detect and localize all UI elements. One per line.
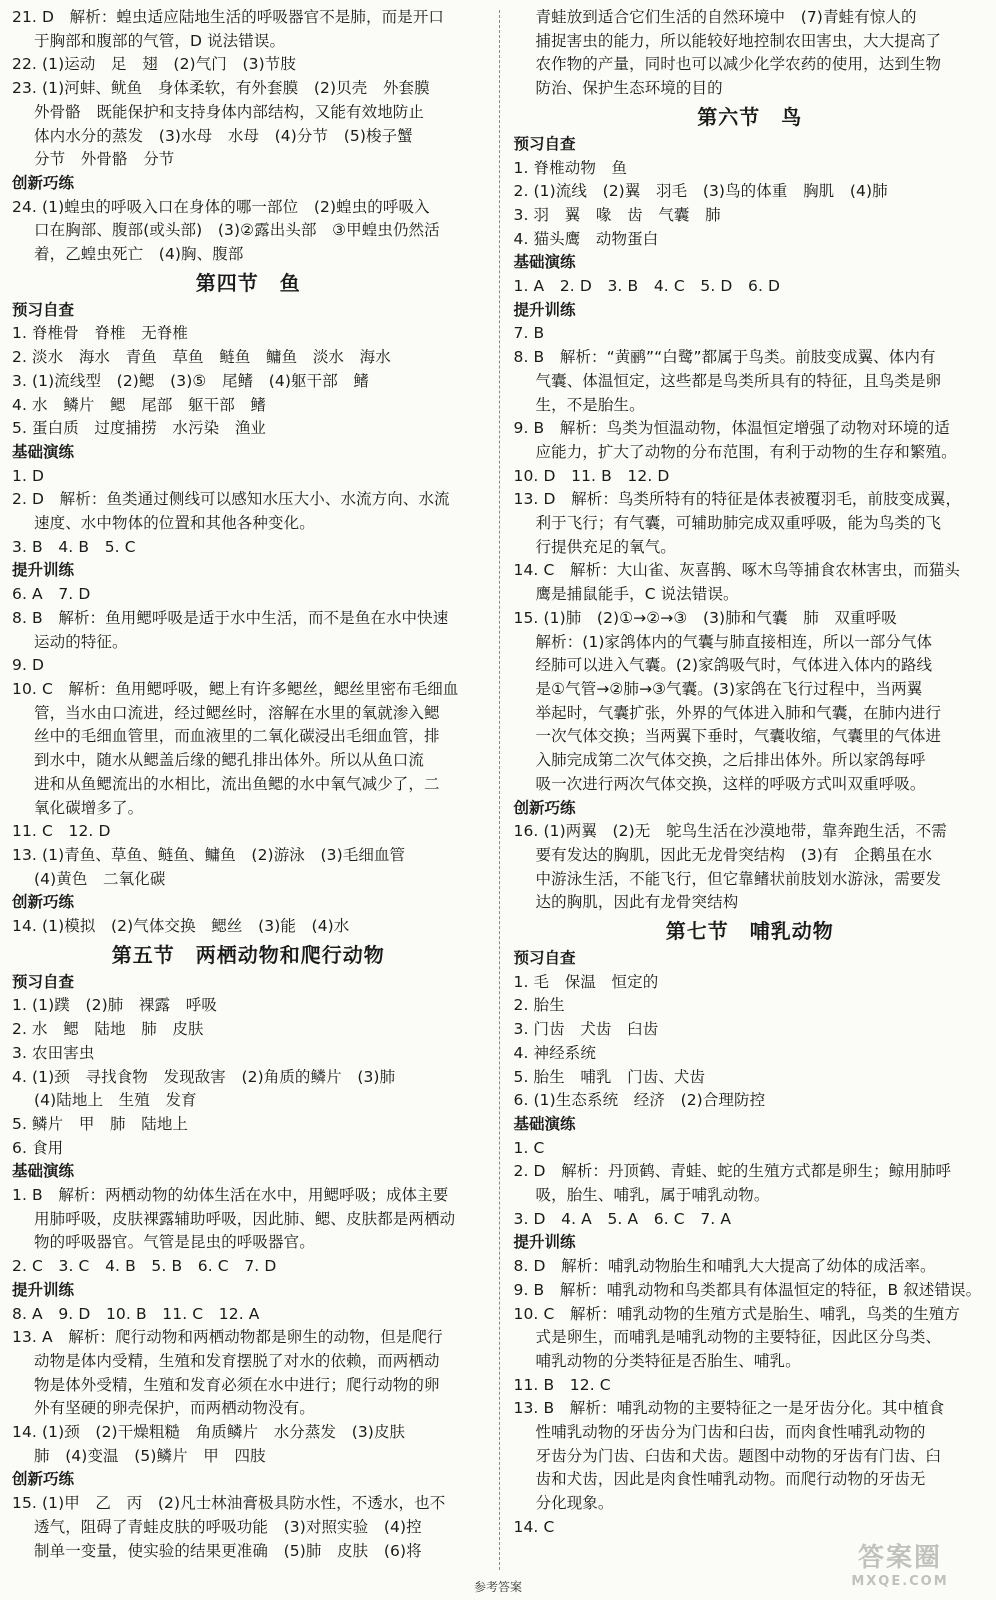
- answer-line: 14. (1)模拟 (2)气体交换 鳃丝 (3)能 (4)水: [12, 917, 350, 936]
- answer-line: 9. B 解析：鸟类为恒温动物，体温恒定增强了动物对环境的适: [513, 419, 950, 438]
- answer-line: 9. B 解析：哺乳动物和鸟类都具有体温恒定的特征，B 叙述错误。: [513, 1280, 982, 1299]
- answer-line: 2. 胎生: [513, 996, 565, 1015]
- answer-line-continued: 应能力，扩大了动物的分布范围，有利于动物的生存和繁殖。: [535, 442, 957, 461]
- answer-line: 7. B: [513, 324, 545, 343]
- answer-line-continued: 口在胸部、腹部(或头部) (3)②露出头部 ③甲蝗虫仍然活: [34, 221, 440, 240]
- answer-line-continued: 性哺乳动物的牙齿分为门齿和臼齿，而肉食性哺乳动物的: [535, 1423, 926, 1442]
- answer-line-continued: 动物是体内受精，生殖和发育摆脱了对水的依赖，而两栖动: [34, 1351, 440, 1370]
- answer-line-continued: 要有发达的胸肌，因此无龙骨突结构 (3)有 企鹅虽在水: [535, 845, 933, 864]
- answer-line-continued: 管，当水由口流进，经过鳃丝时，溶解在水里的氧就渗入鳃: [34, 703, 440, 722]
- section-heading: 提升训练: [513, 300, 576, 319]
- answer-line: 2. 水 鳃 陆地 肺 皮肤: [12, 1020, 204, 1039]
- answer-line: 4. (1)颈 寻找食物 发现敌害 (2)角质的鳞片 (3)肺: [12, 1067, 396, 1086]
- answer-line: 6. (1)生态系统 经济 (2)合理防控: [513, 1091, 766, 1110]
- section-heading: 创新巧练: [513, 798, 576, 817]
- answer-line: 3. B 4. B 5. C: [12, 537, 136, 556]
- section-heading: 预习自查: [513, 949, 576, 968]
- answer-line: 6. 食用: [12, 1138, 64, 1157]
- answer-line: 24. (1)蝗虫的呼吸入口在身体的哪一部位 (2)蝗虫的呼吸入: [12, 197, 430, 216]
- answer-line-continued: 防治、保护生态环境的目的: [535, 79, 723, 98]
- answer-line: 6. A 7. D: [12, 585, 91, 604]
- answer-line-continued: 气囊、体温恒定，这些都是鸟类所具有的特征，且鸟类是卵: [535, 371, 942, 390]
- answer-line: 3. D 4. A 5. A 6. C 7. A: [513, 1209, 732, 1228]
- page-footer: 参考答案: [473, 1580, 522, 1594]
- answer-line: 13. D 解析：鸟类所特有的特征是体表被覆羽毛，前肢变成翼，: [513, 490, 962, 509]
- answer-line-continued: 式是卵生，而哺乳是哺乳动物的主要特征，因此区分鸟类、: [535, 1328, 942, 1347]
- answer-line-continued: 体内水分的蒸发 (3)水母 水母 (4)分节 (5)梭子蟹: [34, 126, 413, 145]
- answer-line-continued: 氧化碳增多了。: [34, 798, 144, 817]
- answer-line-continued: 吸一次进行两次气体交换，这样的呼吸方式叫双重呼吸。: [535, 774, 926, 793]
- watermark-main: 答案圈: [857, 1543, 942, 1573]
- answer-line: 14. C: [513, 1517, 555, 1536]
- answer-line: 14. (1)颈 (2)干燥粗糙 角质鳞片 水分蒸发 (3)皮肤: [12, 1423, 406, 1442]
- answer-line: 1. B 解析：两栖动物的幼体生活在水中，用鳃呼吸；成体主要: [12, 1186, 449, 1205]
- answer-line: 1. D: [12, 466, 45, 485]
- answer-line: 5. 鳞片 甲 肺 陆地上: [12, 1114, 189, 1133]
- answer-line: 13. B 解析：哺乳动物的主要特征之一是牙齿分化。其中植食: [513, 1399, 945, 1418]
- answer-line-continued: 透气，阻碍了青蛙皮肤的呼吸功能 (3)对照实验 (4)控: [34, 1517, 422, 1536]
- chapter-title: 第七节 哺乳动物: [665, 919, 834, 944]
- answer-line-continued: 哺乳动物的分类特征是否胎生、哺乳。: [535, 1351, 801, 1370]
- section-heading: 基础演练: [513, 1114, 576, 1133]
- section-heading: 提升训练: [12, 561, 75, 580]
- answer-line-continued: 运动的特征。: [34, 632, 128, 651]
- answer-line-continued: 生，不是胎生。: [535, 395, 645, 414]
- section-heading: 提升训练: [12, 1280, 75, 1299]
- chapter-title: 第六节 鸟: [697, 104, 803, 129]
- answer-line: 8. D 解析：哺乳动物胎生和哺乳大大提高了幼体的成活率。: [513, 1257, 936, 1276]
- chapter-title: 第五节 两栖动物和爬行动物: [111, 942, 385, 967]
- section-heading: 预习自查: [513, 134, 576, 153]
- section-heading: 基础演练: [513, 253, 576, 272]
- answer-line-continued: 于胸部和腹部的气管，D 说法错误。: [34, 31, 286, 50]
- answer-line: 2. C 3. C 4. B 5. B 6. C 7. D: [12, 1257, 277, 1276]
- answer-line-continued: 解析：(1)家鸽体内的气囊与肺直接相连，所以一部分气体: [535, 632, 933, 651]
- section-heading: 基础演练: [12, 1162, 75, 1181]
- section-heading: 预习自查: [12, 972, 75, 991]
- section-heading: 创新巧练: [12, 173, 75, 192]
- answer-line: 1. 毛 保温 恒定的: [513, 972, 659, 991]
- answer-line-continued: 速度、水中物体的位置和其他各种变化。: [34, 514, 315, 533]
- watermark-logo: [820, 1536, 980, 1590]
- answer-line-continued: 到水中，随水从鳃盖后缘的鳃孔排出体外。所以从鱼口流: [34, 751, 425, 770]
- answer-line-continued: 鹰是捕鼠能手，C 说法错误。: [535, 585, 739, 604]
- answer-line: 21. D 解析：蝗虫适应陆地生活的呼吸器官不是肺，而是开口: [12, 8, 445, 26]
- answer-line-continued: 齿和犬齿，因此是肉食性哺乳动物。而爬行动物的牙齿无: [535, 1470, 926, 1489]
- answer-line: 16. (1)两翼 (2)无 鸵鸟生活在沙漠地带，靠奔跑生活，不需: [513, 822, 947, 841]
- answer-line-continued: 分化现象。: [535, 1494, 614, 1513]
- answer-line: 8. A 9. D 10. B 11. C 12. A: [12, 1304, 260, 1323]
- section-heading: 基础演练: [12, 442, 75, 461]
- answer-line-continued: 着，乙蝗虫死亡 (4)胸、腹部: [34, 245, 244, 264]
- section-heading: 创新巧练: [12, 893, 75, 912]
- left-column: [12, 6, 499, 1600]
- answer-line: 2. D 解析：丹顶鹤、青蛙、蛇的生殖方式都是卵生；鲸用肺呼: [513, 1162, 952, 1181]
- answer-line: 14. C 解析：大山雀、灰喜鹊、啄木鸟等捕食农林害虫，而猫头: [513, 561, 961, 580]
- answer-line-continued: 中游泳生活，不能飞行，但它靠鳍状前肢划水游泳，需要发: [535, 869, 942, 888]
- answer-line-continued: 外骨骼 既能保护和支持身体内部结构，又能有效地防止: [34, 102, 425, 121]
- answer-line: 10. D 11. B 12. D: [513, 466, 670, 485]
- section-heading: 预习自查: [12, 300, 75, 319]
- answer-line: 9. D: [12, 656, 45, 675]
- answer-line-continued: 吸，胎生、哺乳，属于哺乳动物。: [535, 1186, 770, 1205]
- answer-line-continued: 举起时，气囊扩张，外界的气体进入肺和气囊，在肺内进行: [535, 703, 942, 722]
- answer-line-continued: 外有坚硬的卵壳保护，而两栖动物没有。: [34, 1399, 315, 1418]
- answer-line: 5. 蛋白质 过度捕捞 水污染 渔业: [12, 419, 267, 438]
- answer-line-continued: 物是体外受精，生殖和发育必须在水中进行；爬行动物的卵: [34, 1375, 440, 1394]
- answer-line-continued: 丝中的毛细血管里，而血液里的二氧化碳浸出毛细血管，排: [34, 727, 440, 746]
- answer-line-continued: 用肺呼吸，皮肤裸露辅助呼吸，因此肺、鳃、皮肤都是两栖动: [34, 1209, 456, 1228]
- answer-line: 2. (1)流线 (2)翼 羽毛 (3)鸟的体重 胸肌 (4)肺: [513, 182, 888, 201]
- answer-line: 10. C 解析：鱼用鳃呼吸，鳃上有许多鳃丝，鳃丝里密布毛细血: [12, 679, 459, 698]
- answer-line: 3. 农田害虫: [12, 1043, 95, 1062]
- answer-line-continued: 制单一变量，使实验的结果更准确 (5)肺 皮肤 (6)将: [34, 1541, 422, 1560]
- answer-line-continued: 达的胸肌，因此有龙骨突结构: [535, 893, 739, 912]
- answer-line-continued: 捕捉害虫的能力，所以能较好地控制农田害虫，大大提高了: [535, 31, 942, 50]
- answer-line: 1. A 2. D 3. B 4. C 5. D 6. D: [513, 277, 781, 296]
- answer-line-continued: 经肺可以进入气囊。(2)家鸽吸气时，气体进入体内的路线: [535, 656, 933, 675]
- answer-line: 15. (1)肺 (2)①→②→③ (3)肺和气囊 肺 双重呼吸: [513, 608, 897, 627]
- answer-line: 15. (1)甲 乙 丙 (2)凡士林油膏极具防水性，不透水，也不: [12, 1494, 446, 1513]
- answer-line-continued: 进和从鱼鳃流出的水相比，流出鱼鳃的水中氧气减少了，二: [34, 774, 440, 793]
- answer-line: 10. C 解析：哺乳动物的生殖方式是胎生、哺乳，鸟类的生殖方: [513, 1304, 961, 1323]
- answer-line-continued: 一次气体交换；当两翼下垂时，气囊收缩，气囊里的气体进: [535, 727, 942, 746]
- answer-line: 4. 猫头鹰 动物蛋白: [513, 229, 659, 248]
- answer-line: 2. D 解析：鱼类通过侧线可以感知水压大小、水流方向、水流: [12, 490, 450, 509]
- answer-line: 8. B 解析：“黄鹂”“白鹭”都属于鸟类。前肢变成翼、体内有: [513, 348, 936, 367]
- answer-line: 1. 脊椎骨 脊椎 无脊椎: [12, 324, 189, 343]
- answer-line: 8. B 解析：鱼用鳃呼吸是适于水中生活，而不是鱼在水中快速: [12, 608, 449, 627]
- answer-line: 2. 淡水 海水 青鱼 草鱼 鲢鱼 鳙鱼 淡水 海水: [12, 348, 391, 367]
- section-heading: 提升训练: [513, 1233, 576, 1252]
- answer-line-continued: 肺 (4)变温 (5)鳞片 甲 四肢: [34, 1446, 266, 1465]
- answer-line: 22. (1)运动 足 翅 (2)气门 (3)节肢: [12, 55, 296, 74]
- answer-line: 11. C 12. D: [12, 822, 111, 841]
- answer-line-continued: 青蛙放到适合它们生活的自然环境中 (7)青蛙有惊人的: [535, 8, 917, 26]
- answer-line: 23. (1)河蚌、鱿鱼 身体柔软，有外套膜 (2)贝壳 外套膜: [12, 79, 430, 98]
- answer-line-continued: 行提供充足的氧气。: [535, 537, 676, 556]
- answer-line-continued: 农作物的产量，同时也可以减少化学农药的使用，达到生物: [535, 55, 942, 74]
- answer-line: 3. 门齿 犬齿 臼齿: [513, 1020, 659, 1039]
- answer-line-continued: 牙齿分为门齿、臼齿和犬齿。题图中动物的牙齿有门齿、臼: [535, 1446, 942, 1465]
- chapter-title: 第四节 鱼: [195, 270, 301, 295]
- answer-line-continued: 入肺完成第二次气体交换，之后排出体外。所以家鸽每呼: [535, 751, 926, 770]
- right-column: [500, 6, 987, 1600]
- answer-line: 13. A 解析：爬行动物和两栖动物都是卵生的动物，但是爬行: [12, 1328, 443, 1347]
- answer-line: 1. 脊椎动物 鱼: [513, 158, 628, 177]
- answer-line: 3. 羽 翼 喙 齿 气囊 肺: [513, 205, 721, 224]
- answer-line: 4. 水 鳞片 鳃 尾部 躯干部 鳍: [12, 395, 267, 414]
- answer-line: 5. 胎生 哺乳 门齿、犬齿: [513, 1067, 706, 1086]
- answer-line-continued: (4)陆地上 生殖 发育: [34, 1091, 197, 1110]
- answer-line-continued: 是①气管→②肺→③气囊。(3)家鸽在飞行过程中，当两翼: [535, 679, 923, 698]
- answer-line: 4. 神经系统: [513, 1043, 596, 1062]
- answer-line-continued: 利于飞行；有气囊，可辅助肺完成双重呼吸，能为鸟类的飞: [535, 514, 942, 533]
- watermark-sub: MXQE.COM: [851, 1574, 949, 1589]
- answer-line: 11. B 12. C: [513, 1375, 611, 1394]
- answer-line: 1. (1)蹼 (2)肺 裸露 呼吸: [12, 996, 217, 1015]
- section-heading: 创新巧练: [12, 1470, 75, 1489]
- answer-line-continued: (4)黄色 二氧化碳: [34, 869, 166, 888]
- answer-line: 3. (1)流线型 (2)鳃 (3)⑤ 尾鳍 (4)躯干部 鳍: [12, 371, 370, 390]
- answer-line: 1. C: [513, 1138, 545, 1157]
- answer-line-continued: 物的呼吸器官。气管是昆虫的呼吸器官。: [34, 1233, 315, 1252]
- answer-line-continued: 分节 外骨骼 分节: [34, 150, 175, 169]
- answer-line: 13. (1)青鱼、草鱼、鲢鱼、鳙鱼 (2)游泳 (3)毛细血管: [12, 845, 406, 864]
